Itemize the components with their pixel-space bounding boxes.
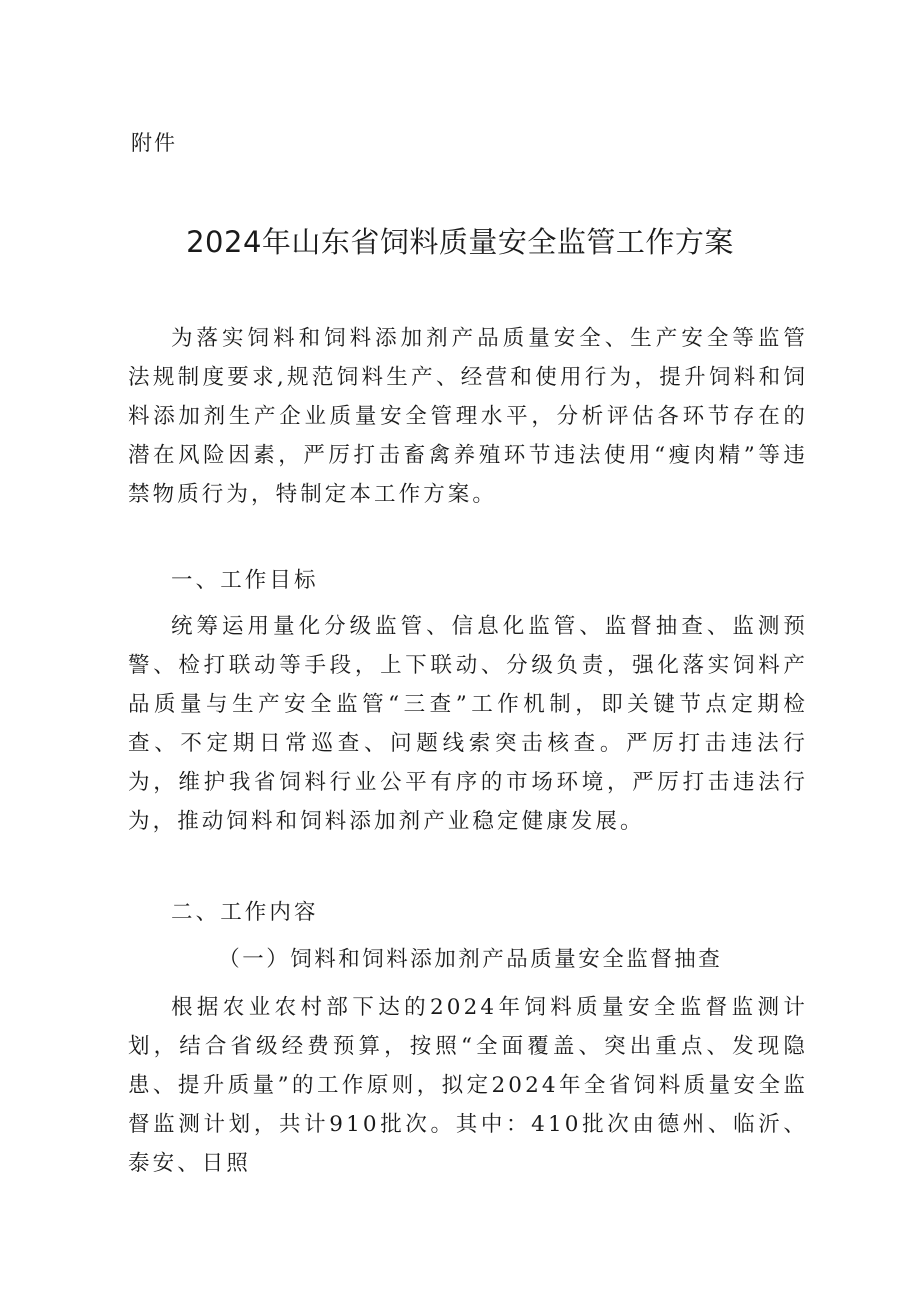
intro-paragraph: 为落实饲料和饲料添加剂产品质量安全、生产安全等监管法规制度要求,规范饲料生产、经营和使用行为，提升饲料和饲料添加剂生产企业质量安全管理水平，分析评估各环节存在的潜在风险因素，严厉打击畜禽养殖环节违法使用“瘦肉精”等违禁物质行为，特制定本工作方案。 bbox=[128, 326, 808, 507]
section-heading-content: 二、工作内容 bbox=[171, 900, 319, 925]
subsection-heading-inspection: （一）饲料和饲料添加剂产品质量安全监督抽查 bbox=[218, 947, 723, 972]
attachment-label: 附件 bbox=[131, 131, 177, 155]
document-title: 2024年山东省饲料质量安全监管工作方案 bbox=[186, 225, 734, 259]
inspection-paragraph: 根据农业农村部下达的2024年饲料质量安全监督监测计划，结合省级经费预算，按照“全面覆盖、突出重点、发现隐患、提升质量”的工作原则，拟定2024年全省饲料质量安全监督监测计划，共计910批次。其中：410批次由德州、临沂、泰安、日照 bbox=[128, 995, 808, 1176]
goals-paragraph: 统筹运用量化分级监管、信息化监管、监督抽查、监测预警、检打联动等手段，上下联动、分级负责，强化落实饲料产品质量与生产安全监管“三查”工作机制，即关键节点定期检查、不定期日常巡查、问题线索突击核查。严厉打击违法行为，维护我省饲料行业公平有序的市场环境，严厉打击违法行为，推动饲料和饲料添加剂产业稳定健康发展。 bbox=[128, 614, 808, 834]
section-heading-goals: 一、工作目标 bbox=[171, 568, 319, 593]
